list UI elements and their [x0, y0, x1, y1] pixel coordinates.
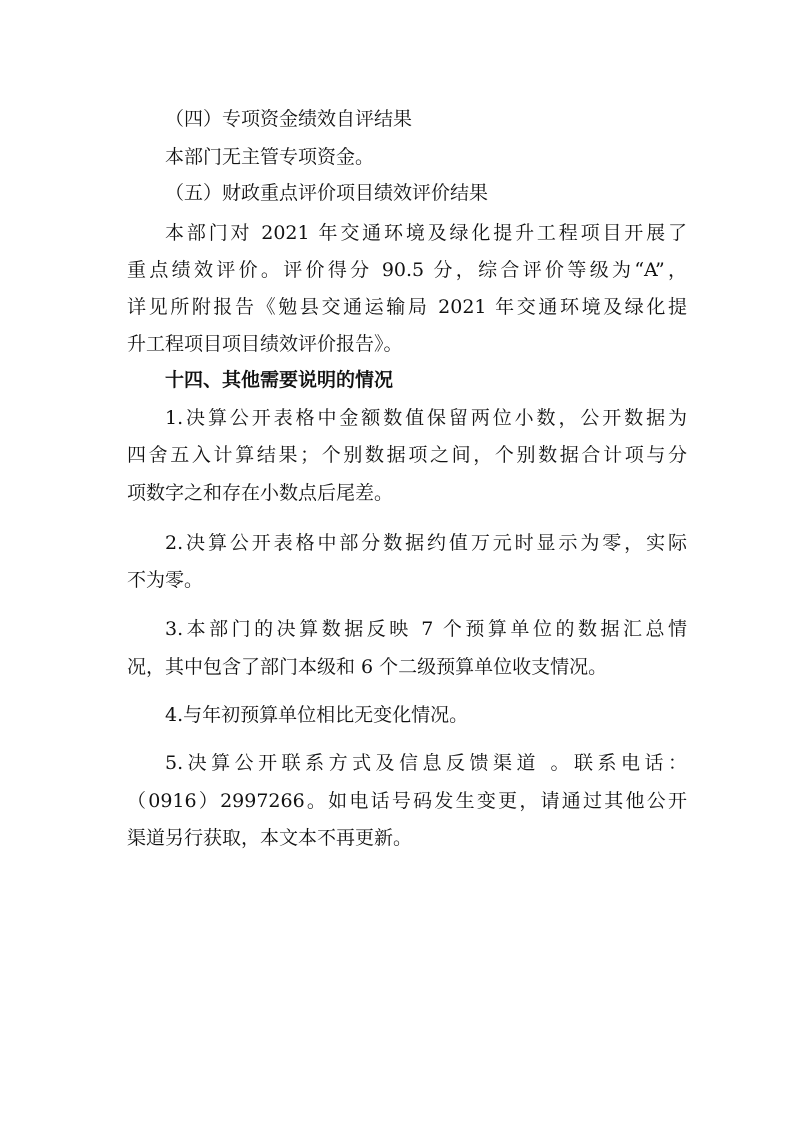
paragraph-line: 重点绩效评价。评价得分 90.5 分，综合评价等级为“A”， — [127, 259, 687, 281]
list-item-line: 4.与年初预算单位相比无变化情况。 — [165, 704, 469, 726]
list-item-line: 不为零。 — [127, 569, 204, 591]
list-item-line: （0916）2997266。如电话号码发生变更，请通过其他公开 — [127, 790, 687, 812]
list-item-line: 四舍五入计算结果；个别数据项之间，个别数据合计项与分 — [127, 444, 687, 466]
paragraph-line: 本部门无主管专项资金。 — [165, 146, 375, 168]
list-item-line: 项数字之和存在小数点后尾差。 — [127, 482, 394, 504]
list-item-line: 1.决算公开表格中金额数值保留两位小数，公开数据为 — [165, 407, 687, 429]
paragraph-line: 本部门对 2021 年交通环境及绿化提升工程项目开展了 — [165, 222, 687, 244]
list-item-line: 2.决算公开表格中部分数据约值万元时显示为零，实际 — [165, 532, 687, 554]
list-item-line: 5.决算公开联系方式及信息反馈渠道 。联系电话： — [165, 752, 687, 774]
section-heading-14: 十四、其他需要说明的情况 — [165, 369, 394, 391]
section-heading-4: （四）专项资金绩效自评结果 — [165, 108, 413, 130]
section-heading-5: （五）财政重点评价项目绩效评价结果 — [165, 182, 489, 204]
paragraph-line: 详见所附报告《勉县交通运输局 2021 年交通环境及绿化提 — [127, 296, 687, 318]
paragraph-line: 升工程项目项目绩效评价报告》。 — [127, 333, 403, 355]
list-item-line: 渠道另行获取，本文本不再更新。 — [127, 827, 413, 849]
list-item-line: 3.本部门的决算数据反映 7 个预算单位的数据汇总情 — [165, 618, 687, 640]
list-item-line: 况，其中包含了部门本级和 6 个二级预算单位收支情况。 — [127, 656, 608, 678]
